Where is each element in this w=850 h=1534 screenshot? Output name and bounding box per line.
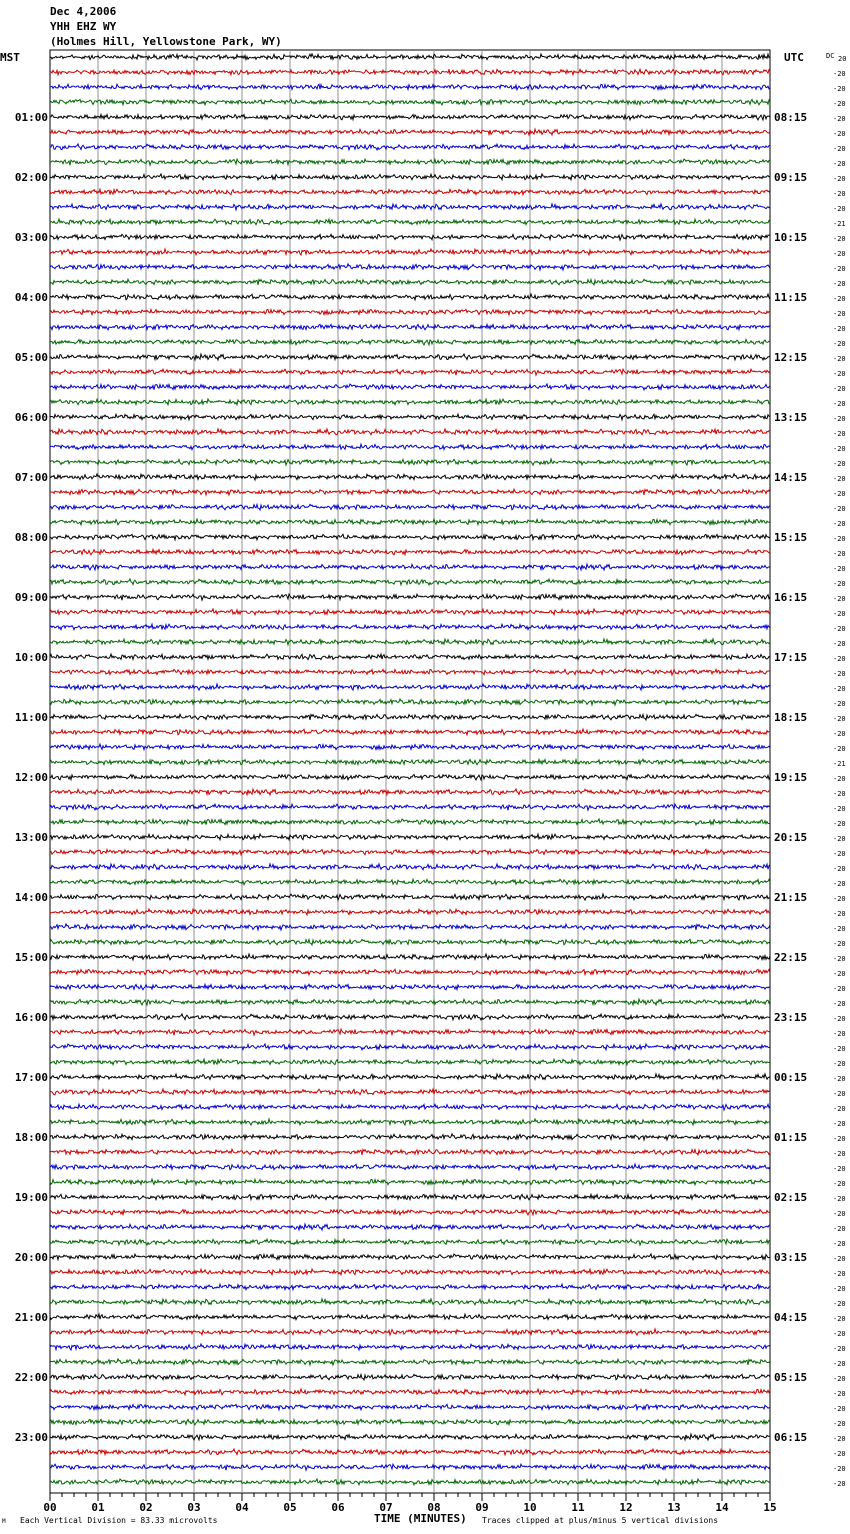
seismic-trace (50, 189, 770, 195)
seismic-trace (50, 759, 770, 765)
seismic-trace (50, 775, 770, 780)
left-hour-label: 10:00 (14, 651, 48, 664)
seismic-trace (50, 1269, 770, 1275)
station-label: YHH EHZ WY (50, 20, 117, 33)
seismic-trace (50, 879, 770, 884)
dc-offset-label: -20 (833, 1465, 846, 1473)
dc-offset-label: -20 (833, 70, 846, 78)
dc-offset-label: -20 (833, 550, 846, 558)
seismic-trace (50, 69, 770, 75)
dc-offset-label: -20 (833, 1090, 846, 1098)
seismic-trace (50, 54, 770, 60)
x-tick-label: 11 (571, 1501, 585, 1514)
x-tick-label: 10 (523, 1501, 537, 1514)
seismic-trace (50, 1104, 770, 1110)
dc-offset-label: -20 (833, 295, 846, 303)
x-tick-label: 15 (763, 1501, 777, 1514)
dc-offset-label: -20 (833, 790, 846, 798)
seismic-trace (50, 1464, 770, 1470)
seismic-trace (50, 264, 770, 270)
seismic-trace (50, 939, 770, 945)
dc-offset-label: -20 (833, 130, 846, 138)
seismic-trace (50, 354, 770, 360)
seismic-trace (50, 1434, 770, 1440)
dc-offset-label: -21 (833, 220, 846, 228)
dc-offset-label: -20 (833, 565, 846, 573)
left-hour-label: 09:00 (14, 591, 48, 604)
seismic-trace (50, 849, 770, 855)
dc-offset-label: -20 (833, 1375, 846, 1383)
seismic-trace (50, 564, 770, 570)
dc-offset-label: -20 (833, 670, 846, 678)
x-tick-label: 02 (139, 1501, 153, 1514)
dc-offset-label: -20 (833, 505, 846, 513)
x-tick-label: 12 (619, 1501, 633, 1514)
x-tick-label: 07 (379, 1501, 393, 1514)
seismic-trace (50, 594, 770, 600)
seismic-trace (50, 1479, 770, 1485)
dc-offset-label: 20 (838, 55, 847, 63)
seismic-trace (50, 1284, 770, 1290)
dc-offset-label: -20 (833, 1330, 846, 1338)
right-hour-label: 00:15 (774, 1071, 808, 1084)
dc-offset-label: -20 (833, 85, 846, 93)
seismic-trace (50, 1044, 770, 1050)
left-hour-label: 18:00 (14, 1131, 48, 1144)
seismic-trace (50, 1029, 770, 1035)
seismic-trace (50, 804, 770, 810)
seismic-trace (50, 654, 770, 660)
dc-offset-label: -20 (833, 250, 846, 258)
x-tick-label: 09 (475, 1501, 489, 1514)
dc-offset-label: -20 (833, 1210, 846, 1218)
seismic-trace (50, 1089, 770, 1095)
seismic-trace (50, 969, 770, 975)
seismic-trace (50, 669, 770, 675)
right-hour-label: 10:15 (774, 231, 808, 244)
right-hour-label: 09:15 (774, 171, 808, 184)
left-hour-label: 05:00 (14, 351, 48, 364)
seismic-trace (50, 684, 770, 690)
left-hour-label: 13:00 (14, 831, 48, 844)
dc-offset-label: -20 (833, 445, 846, 453)
right-hour-label: 01:15 (774, 1131, 808, 1144)
dc-offset-label: -20 (833, 235, 846, 243)
seismic-trace (50, 834, 770, 840)
seismic-trace (50, 1299, 770, 1305)
dc-offset-label: -20 (833, 280, 846, 288)
seismic-trace (50, 714, 770, 720)
dc-offset-label: -20 (833, 775, 846, 783)
dc-offset-label: -20 (833, 1240, 846, 1248)
seismic-trace (50, 99, 770, 105)
dc-offset-label: -20 (833, 310, 846, 318)
seismic-trace (50, 1449, 770, 1455)
left-hour-label: 14:00 (14, 891, 48, 904)
seismic-trace (50, 309, 770, 315)
dc-offset-label: -20 (833, 655, 846, 663)
dc-offset-label: -20 (833, 820, 846, 828)
right-hour-label: 02:15 (774, 1191, 808, 1204)
x-tick-label: 04 (235, 1501, 249, 1514)
seismic-trace (50, 204, 770, 210)
dc-offset-label: -20 (833, 1180, 846, 1188)
right-hour-label: 18:15 (774, 711, 808, 724)
left-hour-label: 23:00 (14, 1431, 48, 1444)
left-hour-label: 03:00 (14, 231, 48, 244)
right-hour-label: 17:15 (774, 651, 808, 664)
dc-offset-label: -20 (833, 1405, 846, 1413)
dc-offset-label: -20 (833, 1165, 846, 1173)
x-tick-label: 00 (43, 1501, 57, 1514)
left-hour-label: 21:00 (14, 1311, 48, 1324)
dc-offset-label: -20 (833, 430, 846, 438)
seismic-trace (50, 984, 770, 990)
dc-offset-label: -20 (833, 610, 846, 618)
seismic-trace (50, 1344, 770, 1350)
seismic-trace (50, 909, 770, 915)
x-tick-label: 01 (91, 1501, 105, 1514)
seismic-trace (50, 924, 770, 930)
seismic-trace (50, 384, 770, 390)
date-label: Dec 4,2006 (50, 5, 117, 18)
dc-offset-label: -20 (833, 595, 846, 603)
dc-offset-label: -20 (833, 955, 846, 963)
seismic-trace (50, 1164, 770, 1170)
seismic-trace (50, 1210, 770, 1215)
seismic-trace (50, 1374, 770, 1380)
right-timezone-label: UTC (784, 51, 804, 64)
dc-offset-label: -20 (833, 1195, 846, 1203)
seismic-trace (50, 1314, 770, 1319)
dc-offset-label: -20 (833, 385, 846, 393)
seismic-trace (50, 174, 770, 180)
left-hour-label: 07:00 (14, 471, 48, 484)
x-tick-label: 05 (283, 1501, 297, 1514)
dc-offset-label: -20 (833, 340, 846, 348)
dc-offset-label: -20 (833, 1450, 846, 1458)
dc-offset-label: -20 (833, 100, 846, 108)
dc-offset-label: -20 (833, 475, 846, 483)
dc-offset-label: -20 (833, 880, 846, 888)
right-hour-label: 19:15 (774, 771, 808, 784)
left-hour-label: 08:00 (14, 531, 48, 544)
dc-offset-label: -20 (833, 1135, 846, 1143)
right-hour-label: 04:15 (774, 1311, 808, 1324)
dc-offset-label: -20 (833, 325, 846, 333)
right-hour-label: 23:15 (774, 1011, 808, 1024)
right-hour-label: 14:15 (774, 471, 808, 484)
dc-offset-label: -20 (833, 925, 846, 933)
seismic-trace (50, 579, 770, 585)
dc-offset-label: -20 (833, 115, 846, 123)
seismic-trace (50, 894, 770, 900)
left-hour-label: 19:00 (14, 1191, 48, 1204)
seismic-trace (50, 159, 770, 165)
right-hour-label: 06:15 (774, 1431, 808, 1444)
dc-offset-label: -20 (833, 1015, 846, 1023)
dc-offset-label: -20 (833, 700, 846, 708)
dc-offset-label: -20 (833, 1270, 846, 1278)
dc-offset-label: -20 (833, 1315, 846, 1323)
right-hour-label: 15:15 (774, 531, 808, 544)
x-tick-label: 08 (427, 1501, 441, 1514)
right-hour-label: 08:15 (774, 111, 808, 124)
seismic-trace (50, 369, 770, 375)
right-hour-label: 22:15 (774, 951, 808, 964)
seismic-trace (50, 1224, 770, 1230)
seismic-trace (50, 549, 770, 555)
dc-label: DC (826, 52, 835, 60)
left-hour-label: 02:00 (14, 171, 48, 184)
dc-offset-label: -20 (833, 985, 846, 993)
left-hour-label: 15:00 (14, 951, 48, 964)
dc-offset-label: -20 (833, 730, 846, 738)
dc-offset-label: -20 (833, 850, 846, 858)
dc-offset-label: -20 (833, 520, 846, 528)
seismic-trace (50, 399, 770, 405)
dc-offset-label: -20 (833, 715, 846, 723)
dc-offset-label: -20 (833, 1000, 846, 1008)
seismic-trace (50, 789, 770, 795)
dc-offset-label: -20 (833, 685, 846, 693)
seismic-trace (50, 1404, 770, 1410)
seismic-trace (50, 504, 770, 510)
seismic-trace (50, 249, 770, 255)
dc-offset-label: -20 (833, 1060, 846, 1068)
dc-offset-label: -20 (833, 805, 846, 813)
x-tick-label: 03 (187, 1501, 201, 1514)
dc-offset-label: -20 (833, 640, 846, 648)
right-hour-label: 11:15 (774, 291, 808, 304)
dc-offset-label: -20 (833, 1480, 846, 1488)
seismic-trace (50, 999, 770, 1005)
dc-offset-label: -20 (833, 1360, 846, 1368)
dc-offset-label: -20 (833, 1075, 846, 1083)
dc-offset-label: -20 (833, 355, 846, 363)
dc-offset-label: -20 (833, 1120, 846, 1128)
seismic-trace (50, 414, 770, 420)
dc-offset-label: -20 (833, 910, 846, 918)
seismic-trace (50, 1074, 770, 1080)
seismic-trace (50, 1239, 770, 1245)
left-hour-label: 22:00 (14, 1371, 48, 1384)
corner-mark: M (2, 1518, 6, 1525)
dc-offset-label: -20 (833, 535, 846, 543)
seismic-trace (50, 1419, 770, 1424)
seismic-trace (50, 864, 770, 870)
left-hour-label: 01:00 (14, 111, 48, 124)
dc-offset-label: -20 (833, 190, 846, 198)
dc-offset-label: -20 (833, 1390, 846, 1398)
seismic-trace (50, 84, 770, 90)
dc-offset-label: -20 (833, 1345, 846, 1353)
seismic-trace (50, 1254, 770, 1260)
seismic-trace (50, 279, 770, 285)
x-tick-label: 06 (331, 1501, 345, 1514)
dc-offset-label: -20 (833, 145, 846, 153)
scale-note: Each Vertical Division = 83.33 microvolts (20, 1516, 218, 1525)
dc-offset-label: -20 (833, 400, 846, 408)
left-hour-label: 06:00 (14, 411, 48, 424)
dc-offset-label: -20 (833, 1255, 846, 1263)
seismic-trace (50, 1389, 770, 1395)
dc-offset-label: -20 (833, 835, 846, 843)
seismic-trace (50, 609, 770, 615)
right-hour-label: 21:15 (774, 891, 808, 904)
seismic-trace (50, 294, 770, 300)
dc-offset-label: -20 (833, 895, 846, 903)
seismic-trace (50, 1359, 770, 1365)
seismic-trace (50, 624, 770, 630)
right-hour-label: 03:15 (774, 1251, 808, 1264)
dc-offset-label: -20 (833, 580, 846, 588)
dc-offset-label: -20 (833, 460, 846, 468)
dc-offset-label: -20 (833, 970, 846, 978)
right-hour-label: 20:15 (774, 831, 808, 844)
right-hour-label: 13:15 (774, 411, 808, 424)
dc-offset-label: -20 (833, 160, 846, 168)
dc-offset-label: -20 (833, 1225, 846, 1233)
right-hour-label: 12:15 (774, 351, 808, 364)
seismic-trace (50, 219, 770, 225)
seismic-trace (50, 1329, 770, 1335)
seismic-trace (50, 1194, 770, 1200)
seismic-trace (50, 954, 770, 960)
x-tick-label: 14 (715, 1501, 729, 1514)
dc-offset-label: -20 (833, 1030, 846, 1038)
left-hour-label: 17:00 (14, 1071, 48, 1084)
dc-offset-label: -20 (833, 940, 846, 948)
left-hour-label: 16:00 (14, 1011, 48, 1024)
seismic-trace (50, 459, 770, 465)
dc-offset-label: -20 (833, 205, 846, 213)
dc-offset-label: -20 (833, 1420, 846, 1428)
seismic-trace (50, 1119, 770, 1125)
left-timezone-label: MST (0, 51, 20, 64)
x-axis-title: TIME (MINUTES) (374, 1512, 467, 1525)
seismic-trace (50, 489, 770, 495)
dc-offset-label: -20 (833, 625, 846, 633)
seismic-trace (50, 699, 770, 705)
dc-offset-label: -20 (833, 1285, 846, 1293)
seismic-trace (50, 234, 770, 240)
seismic-trace (50, 1179, 770, 1185)
right-hour-label: 16:15 (774, 591, 808, 604)
seismic-trace (50, 1149, 770, 1155)
dc-offset-label: -20 (833, 490, 846, 498)
seismic-trace (50, 114, 770, 120)
dc-offset-label: -20 (833, 1105, 846, 1113)
dc-offset-label: -20 (833, 1150, 846, 1158)
seismic-trace (50, 519, 770, 525)
seismic-trace (50, 144, 770, 150)
clip-note: Traces clipped at plus/minus 5 vertical divisions (482, 1516, 719, 1525)
seismic-trace (50, 324, 770, 330)
left-hour-label: 20:00 (14, 1251, 48, 1264)
seismic-trace (50, 534, 770, 540)
seismic-trace (50, 729, 770, 735)
seismic-trace (50, 444, 770, 449)
dc-offset-label: -20 (833, 1300, 846, 1308)
right-hour-label: 05:15 (774, 1371, 808, 1384)
seismic-trace (50, 819, 770, 825)
seismic-trace (50, 129, 770, 135)
seismic-trace (50, 1059, 770, 1065)
x-tick-label: 13 (667, 1501, 681, 1514)
seismic-trace (50, 744, 770, 750)
seismic-trace (50, 1014, 770, 1020)
seismic-trace (50, 474, 770, 480)
seismic-trace (50, 339, 770, 345)
dc-offset-label: -20 (833, 745, 846, 753)
dc-offset-label: -20 (833, 865, 846, 873)
left-hour-label: 12:00 (14, 771, 48, 784)
location-label: (Holmes Hill, Yellowstone Park, WY) (50, 35, 282, 48)
seismic-trace (50, 429, 770, 435)
dc-offset-label: -20 (833, 175, 846, 183)
dc-offset-label: -20 (833, 370, 846, 378)
seismic-trace (50, 1134, 770, 1140)
dc-offset-label: -20 (833, 1435, 846, 1443)
seismic-trace (50, 639, 770, 645)
dc-offset-label: -21 (833, 760, 846, 768)
left-hour-label: 11:00 (14, 711, 48, 724)
left-hour-label: 04:00 (14, 291, 48, 304)
dc-offset-label: -20 (833, 265, 846, 273)
dc-offset-label: -20 (833, 415, 846, 423)
dc-offset-label: -20 (833, 1045, 846, 1053)
